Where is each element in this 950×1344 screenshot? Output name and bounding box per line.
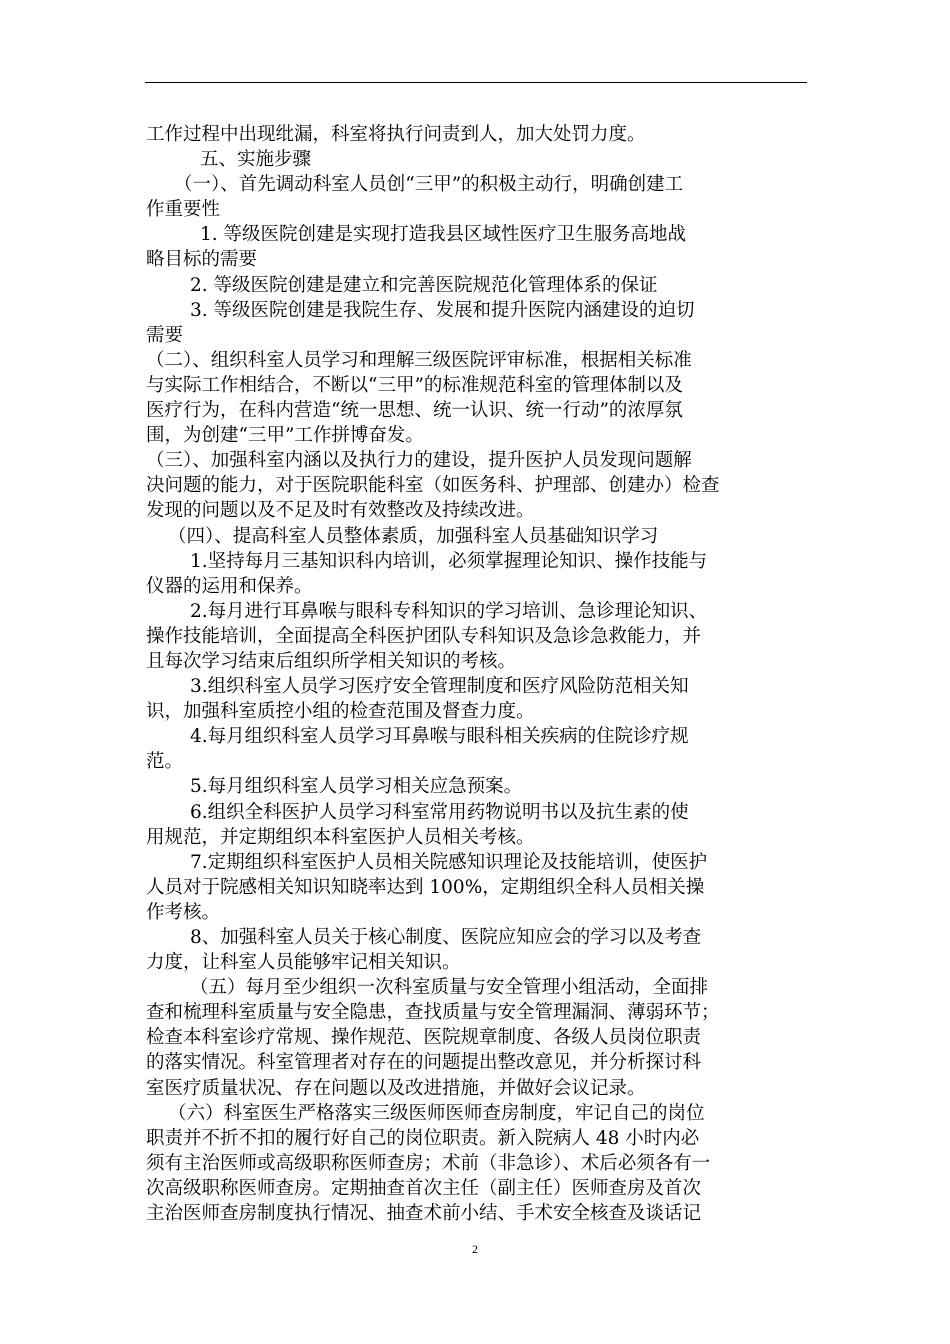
text-line: 人员对于院感相关知识知晓率达到 100%，定期组织全科人员相关操 — [146, 876, 705, 898]
text-line: 作重要性 — [146, 199, 221, 221]
text-line: 1. 等级医院创建是实现打造我县区域性医疗卫生服务高地战 — [200, 224, 687, 246]
text-line: 须有主治医师或高级职称医师查房；术前（非急诊）、术后必须各有一 — [146, 1152, 711, 1174]
text-line: 力度，让科室人员能够牢记相关知识。 — [146, 952, 461, 974]
text-line: 操作技能培训，全面提高全科医护团队专科知识及急诊急救能力，并 — [146, 625, 702, 647]
text-line: 主治医师查房制度执行情况、抽查术前小结、手术安全核查及谈话记 — [146, 1203, 702, 1225]
text-line: 的落实情况。科室管理者对存在的问题提出整改意见，并分析探讨科 — [146, 1052, 702, 1074]
text-line: 发现的问题以及不足及时有效整改及持续改进。 — [146, 500, 535, 522]
text-line: 作考核。 — [146, 901, 221, 923]
text-line: 略目标的需要 — [146, 249, 258, 271]
text-line: 且每次学习结束后组织所学相关知识的考核。 — [146, 650, 517, 672]
text-line: （六）科室医生严格落实三级医师医师查房制度，牢记自己的岗位 — [168, 1102, 705, 1124]
text-line: 检查本科室诊疗常规、操作规范、医院规章制度、各级人员岗位职责 — [146, 1027, 702, 1049]
text-line: 室医疗质量状况、存在问题以及改进措施，并做好会议记录。 — [146, 1077, 646, 1099]
text-line: 8、加强科室人员关于核心制度、医院应知应会的学习以及考查 — [190, 927, 702, 948]
text-line: 范。 — [146, 751, 184, 773]
text-line: 工作过程中出现纰漏，科室将执行问责到人，加大处罚力度。 — [146, 124, 646, 145]
text-line: 7.定期组织科室医护人员相关院感知识理论及技能培训，使医护 — [190, 851, 708, 873]
text-line: （一）、首先调动科室人员创“三甲”的积极主动行，明确创建工 — [174, 174, 684, 196]
text-line: 医疗行为，在科内营造“统一思想、统一认识、统一行动”的浓厚氛 — [146, 400, 683, 422]
text-line: 识，加强科室质控小组的检查范围及督查力度。 — [146, 701, 535, 723]
text-line: （二）、组织科室人员学习和理解三级医院评审标准，根据相关标准 — [146, 349, 692, 371]
text-line: 需要 — [146, 324, 184, 346]
page-number: 2 — [472, 1242, 478, 1256]
text-line: 6.组织全科医护人员学习科室常用药物说明书以及抗生素的使 — [190, 801, 689, 823]
text-line: （五）每月至少组织一次科室质量与安全管理小组活动，全面排 — [190, 977, 709, 999]
text-line: 2. 等级医院创建是建立和完善医院规范化管理体系的保证 — [190, 274, 658, 296]
text-line: 2.每月进行耳鼻喉与眼科专科知识的学习培训、急诊理论知识、 — [190, 600, 708, 622]
text-line: （三）、加强科室内涵以及执行力的建设，提升医护人员发现问题解 — [146, 450, 692, 472]
text-line: 职责并不折不扣的履行好自己的岗位职责。新入院病人 48 小时内必 — [146, 1127, 700, 1149]
text-line: 4.每月组织科室人员学习耳鼻喉与眼科相关疾病的住院诊疗规 — [190, 726, 689, 748]
text-line: 1.坚持每月三基知识科内培训，必须掌握理论知识、操作技能与 — [190, 550, 708, 572]
text-line: 决问题的能力，对于医院职能科室（如医务科、护理部、创建办）检查 — [146, 475, 720, 497]
text-line: （四）、提高科室人员整体素质，加强科室人员基础知识学习 — [168, 525, 659, 547]
text-line: 围，为创建“三甲”工作拼博奋发。 — [146, 425, 424, 447]
text-line: 次高级职称医师查房。定期抽查首次主任（副主任）医师查房及首次 — [146, 1177, 702, 1199]
text-line: 用规范，并定期组织本科室医护人员相关考核。 — [146, 826, 535, 848]
text-line: 与实际工作相结合，不断以“三甲”的标准规范科室的管理体制以及 — [146, 374, 683, 396]
text-line: 仪器的运用和保养。 — [146, 575, 313, 597]
text-line: 3. 等级医院创建是我院生存、发展和提升医院内涵建设的迫切 — [190, 299, 695, 321]
text-line: 查和梳理科室质量与安全隐患，查找质量与安全管理漏洞、薄弱环节； — [146, 1002, 720, 1024]
header-rule — [145, 82, 807, 83]
text-line: 5.每月组织科室人员学习相关应急预案。 — [190, 776, 523, 798]
text-line: 3.组织科室人员学习医疗安全管理制度和医疗风险防范相关知 — [190, 676, 689, 698]
document-body — [146, 122, 808, 1226]
text-line: 五、实施步骤 — [200, 149, 312, 171]
